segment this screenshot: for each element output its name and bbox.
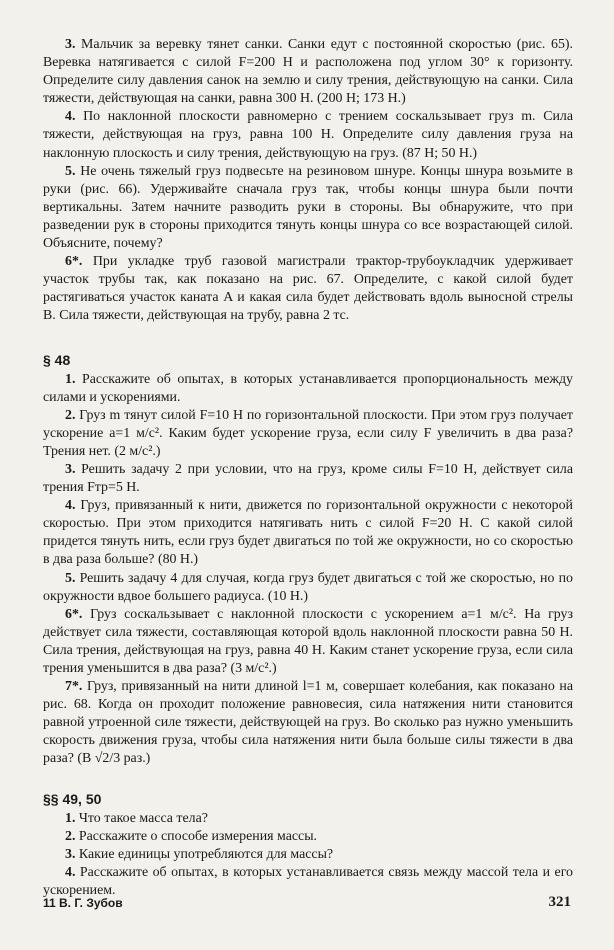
section-48-question-6: 6*. Груз соскальзывает с наклонной плоскости с ускорением a=1 м/с². На груз действует сила тяжести, составляющая которой вдоль наклонной плоскости равна 50 Н. Сила трения, действующая на груз, равна 40 Н. Каким станет ускорение груза, если сила трения уменьшится в два раза? (3 м/с².) [43, 606, 573, 676]
printer-signature: 11 В. Г. Зубов [43, 896, 123, 910]
page-body [43, 36, 573, 900]
section-48-question-5: 5. Решить задачу 4 для случая, когда груз будет двигаться с той же скоростью, но по окружности вдвое большего радиуса. (10 Н.) [43, 570, 573, 604]
section-heading-48: § 48 [43, 351, 71, 368]
problem-4: 4. По наклонной плоскости равномерно с трением соскальзывает груз m. Сила тяжести, действующая на груз, равна 100 Н. Определите силу давления груза на наклонную плоскость и силу трения, действующую на груз. (87 Н; 50 Н.) [43, 109, 573, 161]
section-49-50-question-1: 1. Что такое масса тела? [65, 810, 208, 826]
section-48-question-4: 4. Груз, привязанный к нити, движется по горизонтальной окружности с некоторой скоростью. При этом приходится натягивать нить с силой F=20 Н. С какой силой придется тянуть нить, если груз будет двигаться по той же окружности, но со скоростью в два раза больше? (80 Н.) [43, 498, 573, 568]
problem-3: 3. Мальчик за веревку тянет санки. Санки едут с постоянной скоростью (рис. 65). Веревка натягивается с силой F=200 Н и расположена под углом 30° к горизонту. Определите силу давления санок на землю и силу трения, действующую на санки. Сила тяжести, действующая на санки, равна 300 Н. (200 Н; 173 Н.) [43, 37, 573, 107]
section-49-50-question-2: 2. Расскажите о способе измерения массы. [65, 828, 318, 844]
section-48-question-7: 7*. Груз, привязанный на нити длиной l=1 м, совершает колебания, как показано на рис. 68. Когда он проходит положение равновесия, сила натяжения нити становится равной утроенной силе тяжести, действующей на груз. Во сколько раз нужно уменьшить скорость движения груза, чтобы сила натяжения нити была больше силы тяжести в два раза? (В √2/3 раз.) [43, 679, 573, 767]
section-49-50-question-3: 3. Какие единицы употребляются для массы? [65, 846, 334, 862]
problem-5: 5. Не очень тяжелый груз подвесьте на резиновом шнуре. Концы шнура возьмите в руки (рис. 66). Удерживайте сначала груз так, чтобы концы шнура были почти вертикальны. Затем начните разводить руки в стороны. Вы обнаружите, что при разведении рук в стороны приходится тянуть концы шнура со все возрастающей силой. Объясните, почему? [43, 163, 573, 252]
problem-6: 6*. При укладке труб газовой магистрали трактор-трубоукладчик удерживает участок трубы так, как показано на рис. 67. Определите, с какой силой будет растягиваться участок каната A и какая сила будет действовать вдоль выносной стрелы B. Сила тяжести, действующая на трубу, равна 2 тс. [43, 254, 573, 324]
section-48-question-2: 2. Груз m тянут силой F=10 Н по горизонтальной плоскости. При этом груз получает ускорение a=1 м/с². Каким будет ускорение груза, если силу F увеличить в два раза? Трения нет. (2 м/с².) [43, 407, 573, 459]
section-48-question-1: 1. Расскажите об опытах, в которых устанавливается пропорциональность между силами и ускорениями. [43, 371, 573, 405]
section-48-question-3: 3. Решить задачу 2 при условии, что на груз, кроме силы F=10 Н, действует сила трения Fтр=5 Н. [43, 461, 573, 496]
section-heading-49-50: §§ 49, 50 [43, 790, 102, 807]
page-number: 321 [548, 894, 571, 910]
section-49-50-question-4: 4. Расскажите об опытах, в которых устанавливается связь между массой тела и его ускорением. [43, 864, 573, 898]
